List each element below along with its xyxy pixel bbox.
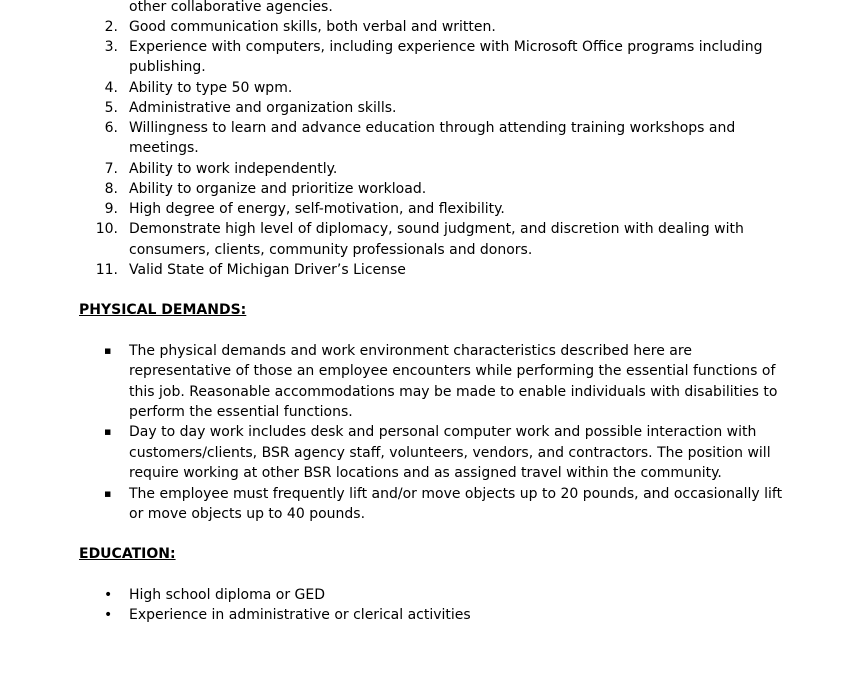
physical-demand-item: Day to day work includes desk and personal computer work and possible interaction with — [129, 424, 757, 440]
round-bullet-icon: • — [104, 587, 113, 603]
education-heading: EDUCATION: — [79, 546, 176, 562]
qualification-item: Experience with computers, including experience with Microsoft Office programs including — [129, 39, 763, 55]
qualification-item-continued: publishing. — [129, 59, 206, 75]
list-number: 6. — [104, 120, 118, 136]
qualification-item-continued: consumers, clients, community professionals and donors. — [129, 242, 533, 258]
square-bullet-icon: ▪ — [104, 344, 112, 357]
qualification-item: Ability to type 50 wpm. — [129, 80, 293, 96]
qualification-item: Good communication skills, both verbal and written. — [129, 19, 496, 35]
physical-demand-item: The physical demands and work environment characteristics described here are — [129, 343, 692, 359]
physical-demand-item-continued: customers/clients, BSR agency staff, volunteers, vendors, and contractors. The position will — [129, 445, 771, 461]
round-bullet-icon: • — [104, 607, 113, 623]
physical-demands-heading: PHYSICAL DEMANDS: — [79, 302, 247, 318]
square-bullet-icon: ▪ — [104, 487, 112, 500]
qualification-item: High degree of energy, self-motivation, and flexibility. — [129, 201, 505, 217]
list-number: 2. — [104, 19, 118, 35]
qualification-item: Willingness to learn and advance education through attending training workshops and — [129, 120, 736, 136]
square-bullet-icon: ▪ — [104, 425, 112, 438]
qualification-item: Ability to organize and prioritize workload. — [129, 181, 427, 197]
qualification-item: Demonstrate high level of diplomacy, sound judgment, and discretion with dealing with — [129, 221, 744, 237]
qualification-item-continued: meetings. — [129, 140, 199, 156]
physical-demand-item-continued: or move objects up to 40 pounds. — [129, 506, 366, 522]
list-number: 3. — [104, 39, 118, 55]
physical-demand-item-continued: perform the essential functions. — [129, 404, 353, 420]
education-item: Experience in administrative or clerical activities — [129, 607, 471, 623]
physical-demand-item-continued: representative of those an employee encounters while performing the essential functions of — [129, 363, 776, 379]
physical-demand-item-continued: this job. Reasonable accommodations may be made to enable individuals with disabilities to — [129, 384, 778, 400]
qualification-1-tail: other collaborative agencies. — [129, 0, 333, 15]
list-number: 5. — [104, 100, 118, 116]
list-number: 11. — [95, 262, 118, 278]
list-number: 4. — [104, 80, 118, 96]
list-number: 7. — [104, 161, 118, 177]
list-number: 9. — [104, 201, 118, 217]
physical-demand-item: The employee must frequently lift and/or move objects up to 20 pounds, and occasionally lift — [129, 486, 783, 502]
qualification-item: Administrative and organization skills. — [129, 100, 397, 116]
physical-demand-item-continued: require working at other BSR locations and as assigned travel within the community. — [129, 465, 722, 481]
qualification-item: Ability to work independently. — [129, 161, 338, 177]
list-number: 10. — [95, 221, 118, 237]
list-number: 8. — [104, 181, 118, 197]
qualification-item: Valid State of Michigan Driver’s License — [129, 262, 406, 278]
education-item: High school diploma or GED — [129, 587, 325, 603]
